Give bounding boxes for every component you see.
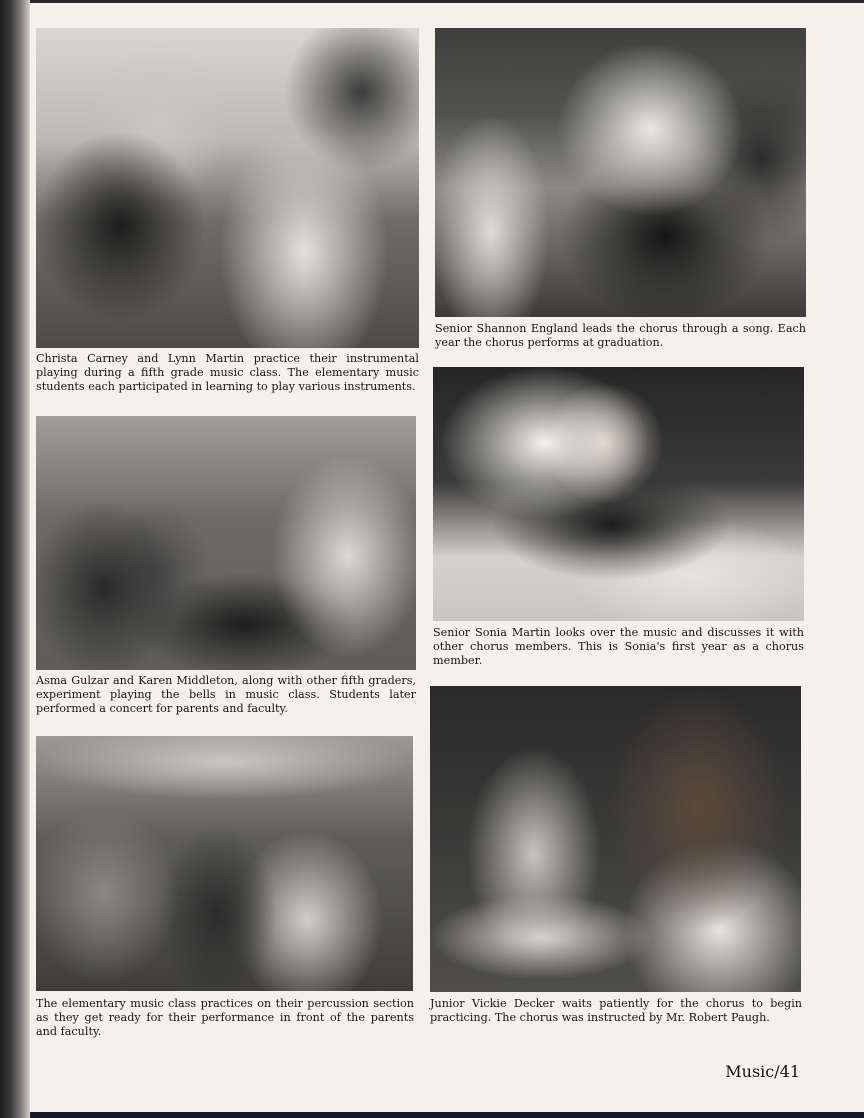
photo-xylophone-class [36, 28, 419, 348]
photo-chorus-piano [435, 28, 806, 317]
photo-bells-class [36, 416, 416, 670]
page-folio: Music/41 [725, 1062, 800, 1081]
caption-xylophone-class: Christa Carney and Lynn Martin practice their instrumental playing during a fifth grade music class. The elementary music students each participated in learning to play various instruments. [36, 352, 419, 393]
page-binding-shadow [0, 0, 30, 1118]
caption-vickie-decker: Junior Vickie Decker waits patiently for the chorus to begin practicing. The chorus was instructed by Mr. Robert Paugh. [430, 997, 802, 1024]
caption-percussion-class: The elementary music class practices on their percussion section as they get ready for their performance in front of the parents and faculty. [36, 997, 414, 1038]
page-top-edge [30, 0, 864, 3]
photo-sonia-martin [433, 367, 804, 621]
caption-chorus-piano: Senior Shannon England leads the chorus through a song. Each year the chorus performs at graduation. [435, 322, 806, 349]
page-bottom-edge [30, 1112, 864, 1118]
photo-vickie-decker [430, 686, 801, 992]
caption-sonia-martin: Senior Sonia Martin looks over the music and discusses it with other chorus members. This is Sonia's first year as a chorus member. [433, 626, 804, 667]
photo-percussion-class [36, 736, 413, 991]
caption-bells-class: Asma Gulzar and Karen Middleton, along with other fifth graders, experiment playing the bells in music class. Students later performed a concert for parents and faculty. [36, 674, 416, 715]
